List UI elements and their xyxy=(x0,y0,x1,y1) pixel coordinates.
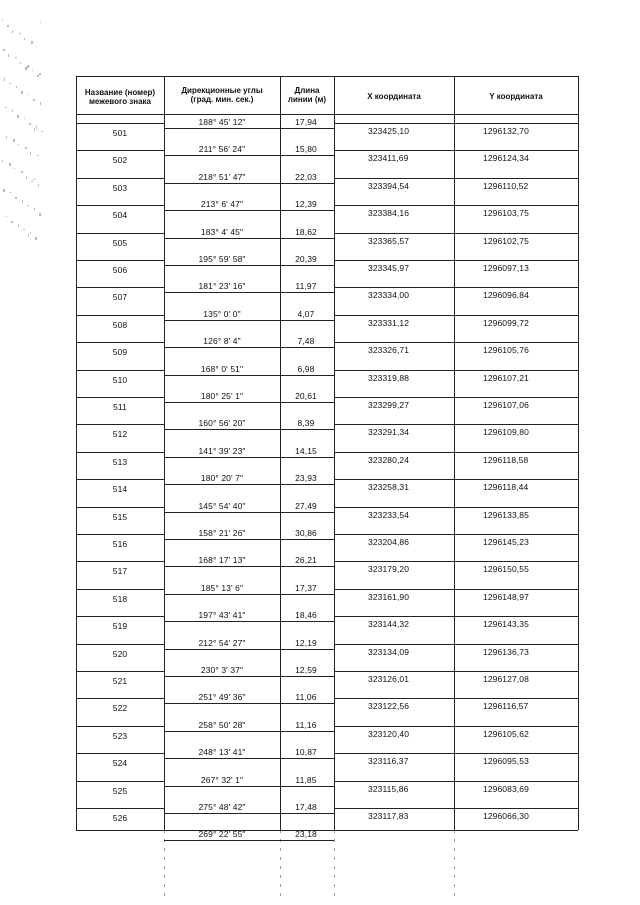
row-line xyxy=(334,424,578,425)
line-length: 20,61 xyxy=(295,391,317,401)
y-coordinate: 1296107,21 xyxy=(483,372,529,383)
scan-noise xyxy=(34,128,35,131)
point-name: 515 xyxy=(112,511,128,522)
header-name xyxy=(78,88,162,106)
direction-angle: 267° 32' 1" xyxy=(200,774,244,785)
scan-noise xyxy=(23,229,25,230)
line-length: 22,03 xyxy=(295,171,317,182)
row-line xyxy=(76,233,164,234)
row-line xyxy=(76,616,164,617)
header-x: X координата xyxy=(367,92,421,101)
point-name: 525 xyxy=(112,785,128,796)
line-length: 23,93 xyxy=(295,473,317,484)
line-length: 11,06 xyxy=(295,692,317,703)
line-length: 12,39 xyxy=(295,199,317,210)
segment-line xyxy=(164,813,334,814)
x-coordinate: 323161,90 xyxy=(368,591,410,602)
scan-noise xyxy=(27,65,29,68)
header-y: Y координата xyxy=(489,92,543,101)
line-length: 18,46 xyxy=(295,610,317,621)
direction-angle: 183° 4' 45" xyxy=(200,226,244,237)
scan-noise xyxy=(30,232,31,234)
scan-noise xyxy=(3,49,5,51)
row-line xyxy=(334,589,578,590)
direction-angle: 213° 6' 47" xyxy=(200,199,244,210)
row-line xyxy=(76,315,164,316)
y-coordinate: 1296109,80 xyxy=(483,427,529,438)
header-name-line1: Название (номер) xyxy=(84,88,156,97)
row-line xyxy=(76,589,164,590)
segment-line xyxy=(164,621,334,622)
segment-line xyxy=(164,128,334,129)
line-length: 12,59 xyxy=(295,665,317,675)
segment-line xyxy=(164,676,334,677)
x-coordinate: 323384,16 xyxy=(368,208,410,219)
row-line xyxy=(334,808,578,809)
scan-noise xyxy=(22,200,23,203)
point-name: 510 xyxy=(112,374,128,385)
x-coordinate: 323204,86 xyxy=(368,537,410,547)
scan-noise xyxy=(33,99,35,101)
line-length: 27,49 xyxy=(295,500,317,511)
scan-noise xyxy=(25,67,27,70)
header-name-line2: межевого знака xyxy=(88,97,152,106)
row-line xyxy=(76,397,164,398)
y-coordinate: 1296148,97 xyxy=(483,591,529,602)
direction-angle: 218° 51' 47" xyxy=(198,171,246,182)
row-line xyxy=(76,452,164,453)
point-name: 526 xyxy=(112,813,128,823)
direction-angle: 258° 50' 28" xyxy=(198,719,246,730)
y-coordinate: 1296150,55 xyxy=(483,564,529,575)
scan-noise xyxy=(37,155,39,156)
direction-angle: 230° 3' 37" xyxy=(200,665,244,675)
column-divider-faint xyxy=(454,830,455,900)
y-coordinate: 1296096,84 xyxy=(483,290,529,301)
row-line xyxy=(76,150,164,151)
y-coordinate: 1296102,75 xyxy=(483,235,529,246)
direction-angle: 251° 49' 36" xyxy=(198,692,246,703)
direction-angle: 158° 21' 26" xyxy=(198,528,246,538)
y-coordinate: 1296107,06 xyxy=(483,400,529,410)
scan-noise xyxy=(34,208,35,210)
scan-noise xyxy=(13,139,15,142)
row-line xyxy=(76,342,164,343)
scan-noise xyxy=(12,30,13,33)
segment-line xyxy=(164,840,334,841)
row-line xyxy=(334,178,578,179)
scan-noise xyxy=(6,136,7,138)
direction-angle: 180° 20' 7" xyxy=(200,473,244,484)
x-coordinate: 323425,10 xyxy=(368,126,410,136)
header-length xyxy=(282,86,332,104)
line-length: 6,98 xyxy=(297,363,315,374)
direction-angle: 248° 13' 41" xyxy=(198,747,246,758)
segment-line xyxy=(164,594,334,595)
segment-line xyxy=(164,210,334,211)
scan-noise xyxy=(39,213,41,216)
scan-noise xyxy=(19,33,21,34)
row-line xyxy=(76,698,164,699)
scan-noise xyxy=(18,144,19,145)
scan-noise xyxy=(4,78,5,81)
header-angle-line2: (град. мин. сек.) xyxy=(190,95,254,104)
x-coordinate: 323299,27 xyxy=(368,400,410,410)
scan-noise xyxy=(24,118,25,119)
row-line xyxy=(76,260,164,261)
row-line xyxy=(76,671,164,672)
point-name: 502 xyxy=(112,155,128,166)
segment-line xyxy=(164,320,334,321)
table-border-bottom xyxy=(76,830,578,831)
scan-noise xyxy=(7,25,9,27)
scan-noise xyxy=(39,73,41,75)
table-border-left xyxy=(76,76,77,830)
segment-line xyxy=(164,347,334,348)
scan-noise xyxy=(11,221,13,223)
row-line xyxy=(76,561,164,562)
scan-noise xyxy=(3,189,5,192)
segment-line xyxy=(164,402,334,403)
row-line xyxy=(334,561,578,562)
line-length: 14,15 xyxy=(295,445,317,456)
row-line xyxy=(76,781,164,782)
scan-noise xyxy=(25,147,27,149)
segment-line xyxy=(164,703,334,704)
scan-noise xyxy=(20,62,21,64)
scan-noise xyxy=(17,115,19,118)
direction-angle: 211° 56' 24" xyxy=(198,144,246,155)
segment-line xyxy=(164,786,334,787)
scan-noise xyxy=(40,102,41,105)
header-angle-line1: Дирекционные углы xyxy=(181,86,263,95)
header-angle xyxy=(166,86,278,104)
segment-line xyxy=(164,375,334,376)
y-coordinate: 1296105,76 xyxy=(483,345,529,356)
scan-noise xyxy=(29,123,31,125)
point-name: 521 xyxy=(112,676,128,686)
line-length: 17,94 xyxy=(295,117,317,127)
y-coordinate: 1296133,85 xyxy=(483,509,529,520)
direction-angle: 168° 0' 51" xyxy=(200,363,244,374)
scan-noise xyxy=(35,237,37,240)
x-coordinate: 323394,54 xyxy=(368,180,410,191)
segment-line xyxy=(164,539,334,540)
segment-line xyxy=(164,265,334,266)
direction-angle: 188° 45' 12" xyxy=(198,117,246,127)
point-name: 519 xyxy=(112,621,128,632)
x-coordinate: 323365,57 xyxy=(368,235,410,246)
line-length: 8,39 xyxy=(297,418,315,429)
line-length: 30,86 xyxy=(295,528,317,538)
x-coordinate: 323117,83 xyxy=(368,811,409,821)
direction-angle: 269° 22' 55" xyxy=(198,829,246,840)
line-length: 12,19 xyxy=(295,637,317,648)
row-line xyxy=(334,781,578,782)
point-name: 516 xyxy=(112,539,128,549)
scan-noise xyxy=(30,152,31,155)
y-coordinate: 1296110,52 xyxy=(483,180,529,191)
point-name: 503 xyxy=(112,182,128,193)
scan-noise xyxy=(14,168,15,169)
line-length: 20,39 xyxy=(295,254,317,264)
y-coordinate: 1296132,70 xyxy=(483,126,529,136)
segment-line xyxy=(164,566,334,567)
column-divider xyxy=(280,76,281,830)
scan-noise xyxy=(9,83,11,84)
table-border-top xyxy=(76,76,578,77)
scan-noise xyxy=(15,197,17,199)
line-length: 11,97 xyxy=(295,281,317,292)
scan-noise xyxy=(15,57,17,58)
row-line xyxy=(334,644,578,645)
point-name: 517 xyxy=(112,566,128,577)
header-divider xyxy=(76,114,578,115)
scan-noise xyxy=(6,216,7,217)
scan-noise xyxy=(21,91,23,94)
y-coordinate: 1296097,13 xyxy=(483,263,529,273)
row-line xyxy=(334,397,578,398)
y-coordinate: 1296095,53 xyxy=(483,756,529,767)
column-divider xyxy=(164,76,165,830)
point-name: 506 xyxy=(112,265,128,275)
row-line xyxy=(334,507,578,508)
direction-angle: 180° 25' 1" xyxy=(200,391,244,401)
scan-noise xyxy=(27,205,29,206)
row-line xyxy=(334,616,578,617)
x-coordinate: 323179,20 xyxy=(368,564,410,575)
scan-noise xyxy=(9,163,11,166)
point-name: 507 xyxy=(112,292,128,303)
x-coordinate: 323280,24 xyxy=(368,454,410,465)
scan-noise xyxy=(28,94,29,95)
direction-angle: 168° 17' 13" xyxy=(198,555,246,566)
row-line xyxy=(76,479,164,480)
row-line xyxy=(76,507,164,508)
x-coordinate: 323291,34 xyxy=(368,427,410,438)
point-name: 508 xyxy=(112,319,128,330)
point-name: 524 xyxy=(112,758,128,769)
y-coordinate: 1296136,73 xyxy=(483,646,529,657)
point-name: 509 xyxy=(112,347,128,358)
x-coordinate: 323116,37 xyxy=(368,756,409,767)
segment-line xyxy=(164,292,334,293)
x-coordinate: 323326,71 xyxy=(368,345,410,356)
x-coordinate: 323120,40 xyxy=(368,728,410,739)
header-length-line1: Длина xyxy=(294,86,320,95)
point-name: 504 xyxy=(112,210,128,221)
scan-noise xyxy=(12,110,13,112)
row-line xyxy=(76,178,164,179)
segment-line xyxy=(164,731,334,732)
scan-noise xyxy=(40,22,41,23)
point-name: 518 xyxy=(112,593,128,604)
x-coordinate: 323144,32 xyxy=(368,619,410,630)
row-line xyxy=(76,534,164,535)
y-coordinate: 1296066,30 xyxy=(483,811,529,821)
x-coordinate: 323122,56 xyxy=(368,701,410,712)
line-length: 10,87 xyxy=(295,747,317,758)
table-border-right xyxy=(578,76,579,830)
scan-noise xyxy=(37,75,39,77)
row-line xyxy=(334,452,578,453)
point-name: 514 xyxy=(112,484,128,495)
y-coordinate: 1296145,23 xyxy=(483,537,529,547)
row-line xyxy=(334,342,578,343)
point-name: 513 xyxy=(112,456,128,467)
row-line xyxy=(76,753,164,754)
direction-angle: 197° 43' 41" xyxy=(198,610,246,621)
segment-line xyxy=(164,484,334,485)
x-coordinate: 323411,69 xyxy=(368,153,409,164)
line-length: 17,48 xyxy=(295,802,317,812)
scan-noise xyxy=(2,20,3,21)
row-line xyxy=(334,671,578,672)
column-divider xyxy=(334,76,335,830)
x-coordinate: 323258,31 xyxy=(368,482,410,493)
point-name: 512 xyxy=(112,429,128,440)
scan-noise xyxy=(21,171,23,173)
point-name: 522 xyxy=(112,703,128,714)
direction-angle: 135° 0' 0" xyxy=(203,308,241,319)
y-coordinate: 1296099,72 xyxy=(483,317,529,328)
row-line xyxy=(334,698,578,699)
line-length: 15,80 xyxy=(295,144,317,155)
x-coordinate: 323345,97 xyxy=(368,263,410,273)
y-coordinate: 1296118,44 xyxy=(483,482,529,493)
direction-angle: 181° 23' 16" xyxy=(198,281,246,292)
column-divider-faint xyxy=(334,830,335,900)
line-length: 4,07 xyxy=(297,308,315,319)
segment-line xyxy=(164,649,334,650)
scan-noise xyxy=(28,234,29,236)
row-line xyxy=(76,370,164,371)
row-line xyxy=(334,726,578,727)
header-length-line2: линии (м) xyxy=(287,95,327,104)
row-line xyxy=(76,424,164,425)
line-length: 11,85 xyxy=(295,774,317,785)
y-coordinate: 1296083,69 xyxy=(483,783,529,794)
y-coordinate: 1296105,62 xyxy=(483,728,529,739)
scan-noise xyxy=(26,176,27,179)
line-length: 11,16 xyxy=(295,719,317,730)
scan-noise xyxy=(33,179,35,180)
row-line xyxy=(334,534,578,535)
point-name: 501 xyxy=(112,128,128,138)
segment-line xyxy=(164,429,334,430)
scan-noise xyxy=(31,41,33,44)
scan-noise xyxy=(2,160,3,162)
line-length: 17,37 xyxy=(295,582,317,593)
y-coordinate: 1296118,58 xyxy=(483,454,529,465)
x-coordinate: 323233,54 xyxy=(368,509,410,520)
scan-noise xyxy=(36,46,37,47)
segment-line xyxy=(164,758,334,759)
segment-line xyxy=(164,457,334,458)
row-line xyxy=(334,479,578,480)
x-coordinate: 323331,12 xyxy=(368,317,410,328)
line-length: 18,62 xyxy=(295,226,317,237)
scan-noise xyxy=(38,184,39,186)
line-length: 23,18 xyxy=(295,829,317,840)
direction-angle: 145° 54' 40" xyxy=(198,500,246,511)
row-line xyxy=(76,123,164,124)
x-coordinate: 323126,01 xyxy=(368,674,410,684)
row-line xyxy=(334,370,578,371)
row-line xyxy=(76,726,164,727)
row-line xyxy=(76,205,164,206)
y-coordinate: 1296103,75 xyxy=(483,208,529,219)
row-line xyxy=(76,644,164,645)
x-coordinate: 323115,86 xyxy=(368,783,409,794)
point-name: 505 xyxy=(112,237,128,248)
scan-noise xyxy=(8,54,9,57)
y-coordinate: 1296116,57 xyxy=(483,701,529,712)
direction-angle: 126° 8' 4" xyxy=(203,336,241,347)
segment-line xyxy=(164,238,334,239)
direction-angle: 185° 13' 6" xyxy=(200,582,244,593)
column-divider xyxy=(454,76,455,830)
row-line xyxy=(334,123,578,124)
scan-noise xyxy=(36,126,37,129)
scan-noise xyxy=(32,70,33,71)
y-coordinate: 1296124,34 xyxy=(483,153,529,164)
line-length: 26,21 xyxy=(295,555,317,566)
row-line xyxy=(334,150,578,151)
scan-noise xyxy=(5,107,7,108)
point-name: 511 xyxy=(113,402,127,412)
direction-angle: 141° 39' 23" xyxy=(198,445,246,456)
row-line xyxy=(334,260,578,261)
y-coordinate: 1296127,08 xyxy=(483,674,529,684)
scan-noise xyxy=(10,192,11,193)
scan-noise xyxy=(31,181,33,182)
scan-noise xyxy=(16,86,17,88)
row-line xyxy=(334,205,578,206)
direction-angle: 212° 54' 27" xyxy=(198,637,246,648)
segment-line xyxy=(164,512,334,513)
scan-noise xyxy=(18,224,19,227)
direction-angle: 160° 56' 20" xyxy=(198,418,246,429)
line-length: 7,48 xyxy=(297,336,315,347)
segment-line xyxy=(164,183,334,184)
y-coordinate: 1296143,35 xyxy=(483,619,529,630)
x-coordinate: 323134,09 xyxy=(368,646,410,657)
row-line xyxy=(76,287,164,288)
x-coordinate: 323319,88 xyxy=(368,372,410,383)
point-name: 520 xyxy=(112,648,128,659)
point-name: 523 xyxy=(112,730,128,741)
x-coordinate: 323334,00 xyxy=(368,290,410,301)
direction-angle: 275° 48' 42" xyxy=(198,802,246,812)
scan-noise xyxy=(24,38,25,40)
row-line xyxy=(334,753,578,754)
row-line xyxy=(334,287,578,288)
row-line xyxy=(76,808,164,809)
row-line xyxy=(334,233,578,234)
row-line xyxy=(334,315,578,316)
scan-noise xyxy=(41,131,43,132)
direction-angle: 195° 59' 58" xyxy=(198,254,246,264)
segment-line xyxy=(164,155,334,156)
